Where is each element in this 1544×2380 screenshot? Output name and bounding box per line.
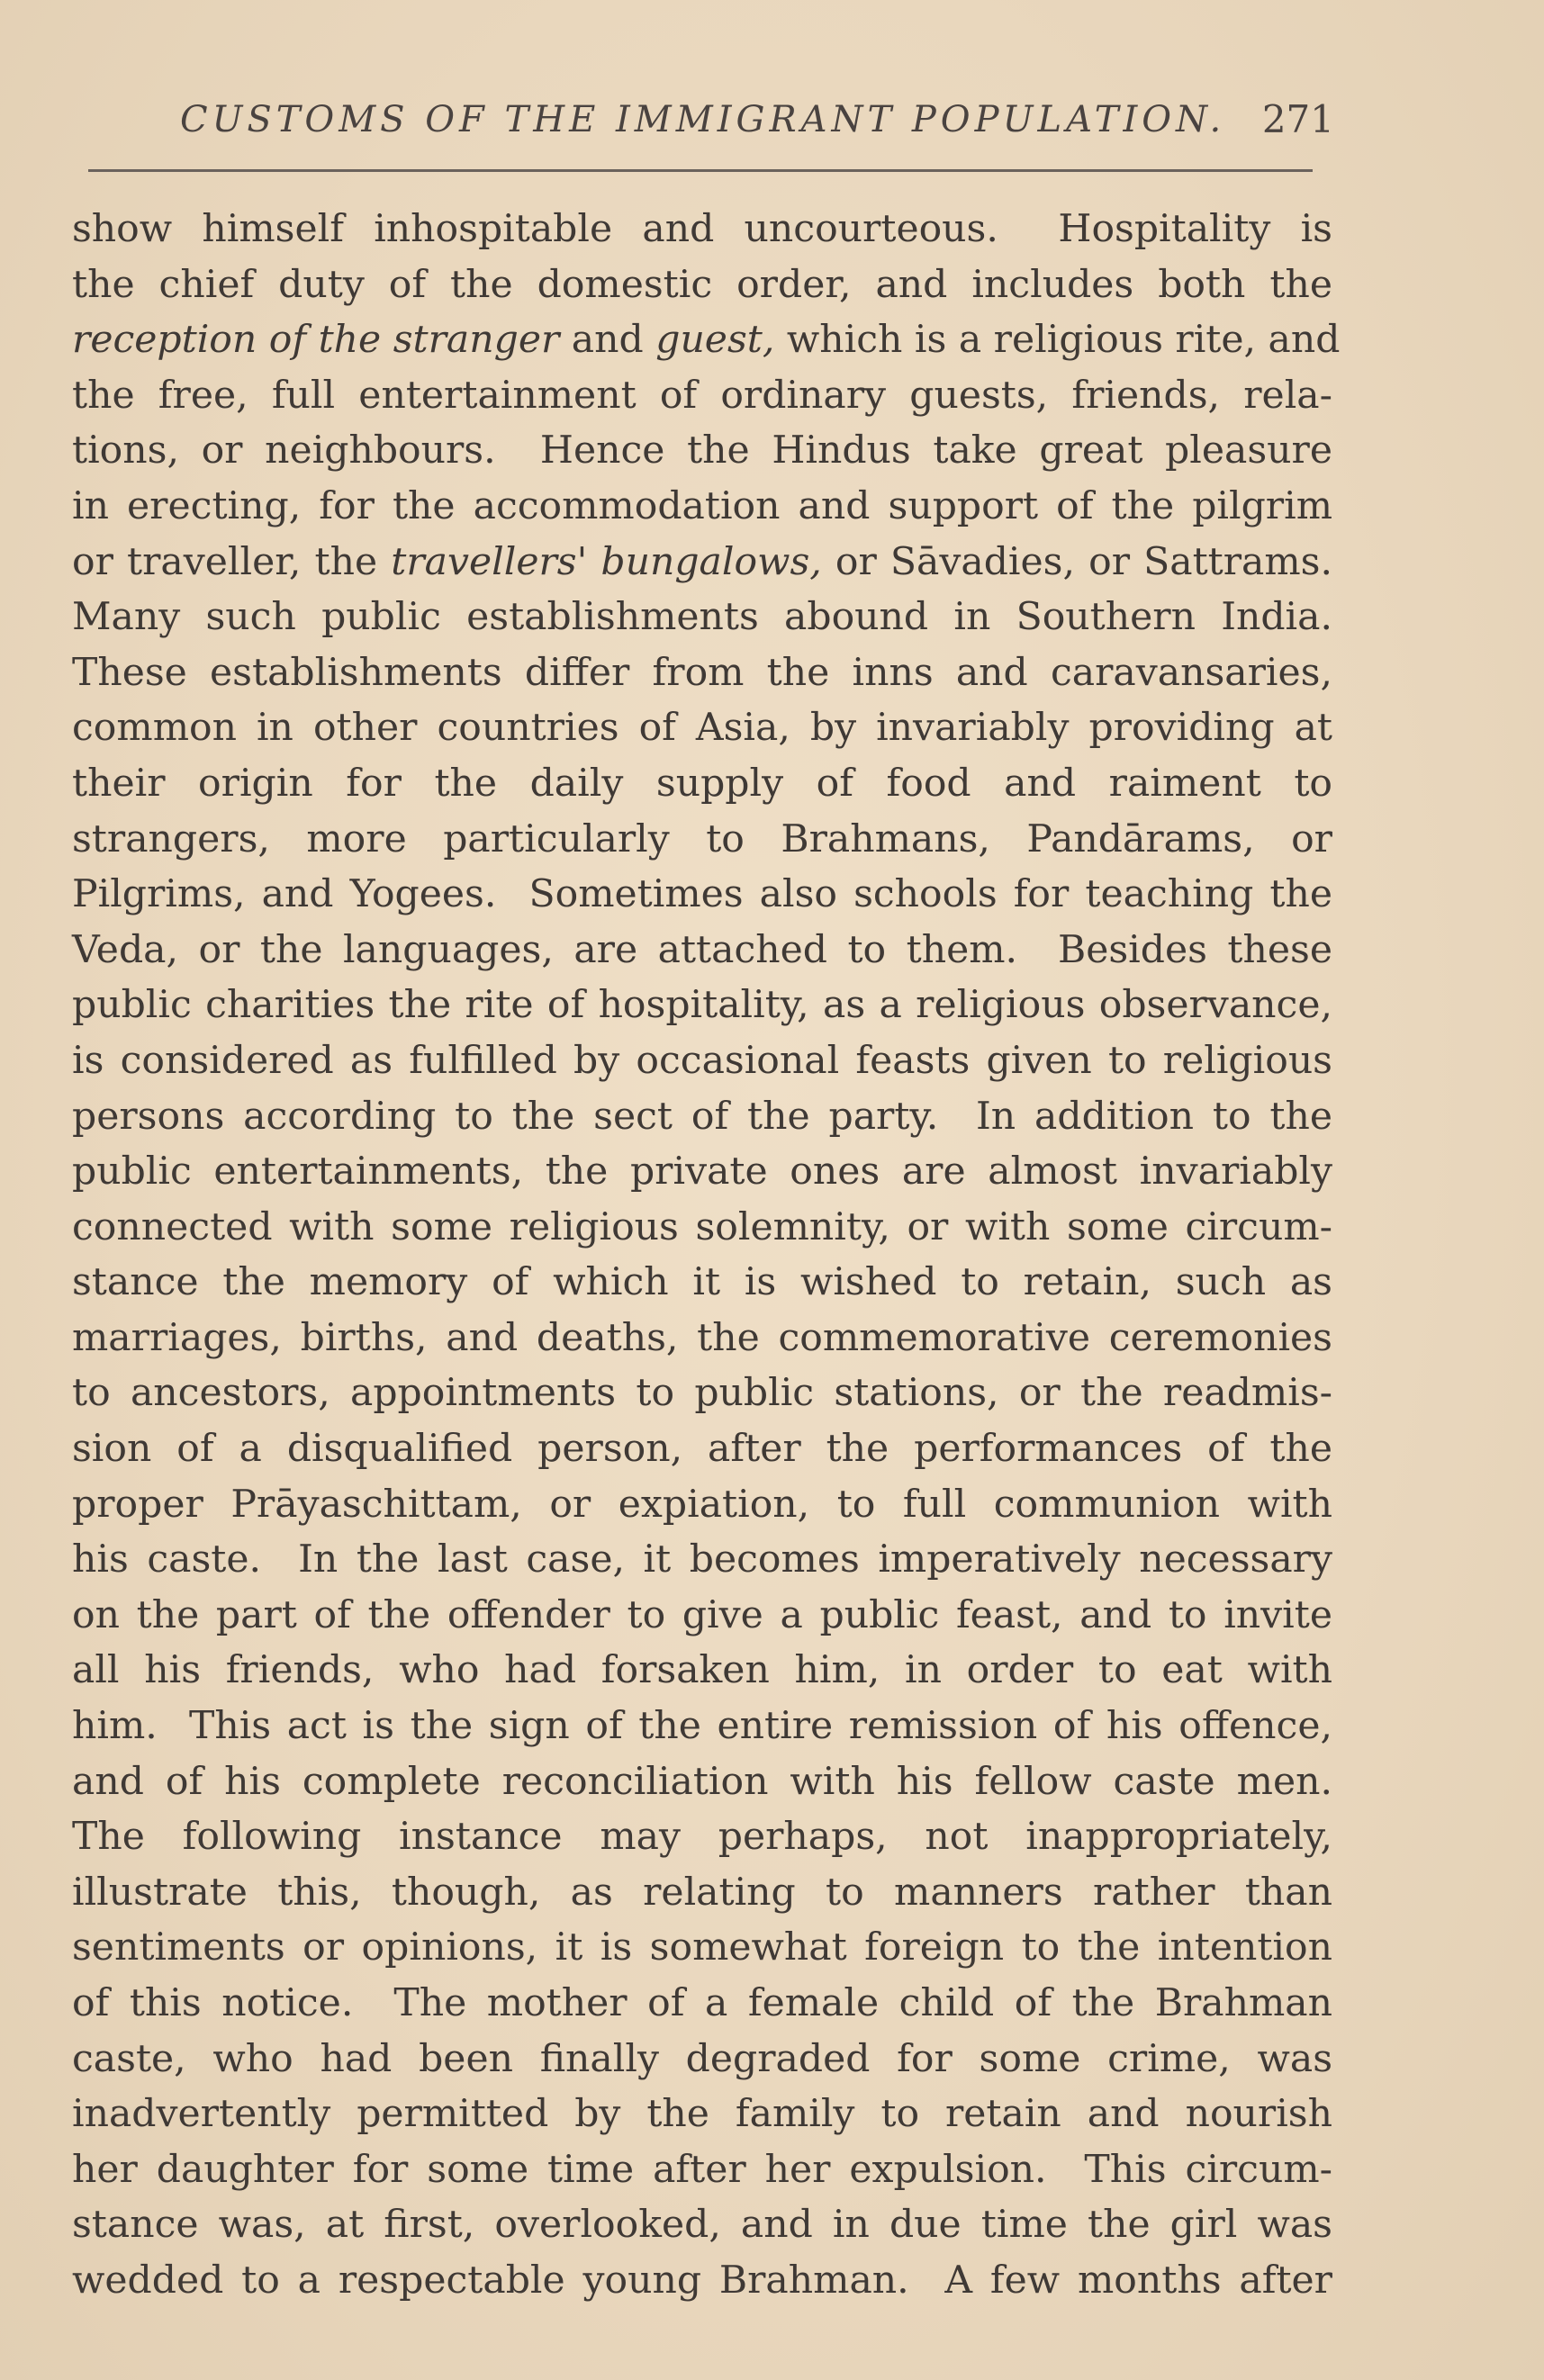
text-line [72,312,1341,368]
text-segment: inadvertently permitted by the family to retain and nourish [72,2092,1332,2137]
body-text [72,202,1341,2309]
text-segment: These establishments differ from the inns and caravansaries, [72,650,1332,695]
text-line [72,1699,1332,1754]
text-segment: sion of a disqualified person, after the performances of the [72,1427,1332,1472]
text-line [72,1366,1332,1421]
italic-text-segment: travellers' bungalows, [391,539,822,584]
text-segment: all his friends, who had forsaken him, in order to eat with [72,1648,1332,1693]
text-segment: on the part of the offender to give a public feast, and to invite [72,1592,1332,1637]
text-segment: sentiments or opinions, it is somewhat foreign to the intention [72,1925,1332,1970]
text-segment: and of his complete reconciliation with his fellow caste men. [72,1759,1332,1804]
text-segment: her daughter for some time after her expulsion. This circum- [72,2147,1332,2192]
text-line [72,1089,1332,1145]
text-segment: or Sāvadies, or Sattrams. [821,539,1333,584]
text-segment: strangers, more particularly to Brahmans, Pandārams, or [72,816,1332,861]
text-line [72,479,1332,535]
text-line [72,867,1332,923]
italic-text-segment: guest, [655,318,775,363]
text-line [72,590,1332,645]
text-line [72,812,1332,868]
text-line [72,2253,1332,2309]
text-segment: tions, or neighbours. Hence the Hindus take great pleasure [72,428,1332,473]
text-line [72,700,1332,756]
text-line [72,923,1332,978]
text-line [72,1033,1332,1089]
text-segment: to ancestors, appointments to public stations, or the readmis- [72,1371,1332,1416]
text-segment: Many such public establishments abound in Southern India. [72,595,1332,640]
text-line [72,368,1332,424]
text-line [72,978,1332,1033]
text-line [72,1865,1332,1921]
text-segment: wedded to a respectable young Brahman. A few months after [72,2258,1332,2303]
running-title: CUSTOMS OF THE IMMIGRANT POPULATION. [180,99,1226,140]
text-segment: public entertainments, the private ones are almost invariably [72,1149,1332,1195]
text-segment: the chief duty of the domestic order, and includes both the [72,262,1332,307]
text-line [72,535,1332,590]
text-segment: his caste. In the last case, it becomes imperatively necessary [72,1537,1332,1582]
page-header [90,88,1334,151]
text-segment: connected with some religious solemnity, or with some circum- [72,1204,1332,1249]
text-segment: marriages, births, and deaths, the commemorative ceremonies [72,1315,1332,1360]
text-segment: of this notice. The mother of a female child of the Brahman [72,1981,1332,2025]
text-segment: stance the memory of which it is wished to retain, such as [72,1260,1332,1305]
text-line [72,1255,1332,1311]
text-segment: illustrate this, though, as relating to manners rather than [72,1870,1332,1915]
text-line [72,756,1332,812]
text-segment: and [559,318,656,363]
text-line [72,1643,1332,1699]
text-segment: Pilgrims, and Yogees. Sometimes also schools for teaching the [72,872,1332,917]
text-line [72,2142,1332,2198]
text-line [72,1144,1332,1200]
text-line [72,1311,1332,1366]
text-line [72,1809,1332,1865]
text-segment: proper Prāyaschittam, or expiation, to full communion with [72,1482,1332,1527]
italic-text-segment: reception of the stranger [72,318,560,363]
text-segment: The following instance may perhaps, not inappropriately, [72,1815,1332,1860]
text-line [72,1532,1332,1588]
text-line [72,1754,1332,1810]
text-segment: show himself inhospitable and uncourteous. Hospitality is [72,207,1332,251]
text-segment: which is a religious rite, and [774,318,1341,363]
text-segment: him. This act is the sign of the entire remission of his offence, [72,1704,1332,1749]
text-line [72,1920,1332,1976]
text-line [72,1477,1332,1533]
text-line [72,202,1332,257]
text-line [72,2197,1332,2253]
text-line [72,1421,1332,1477]
text-segment: stance was, at first, overlooked, and in due time the girl was [72,2203,1332,2248]
text-segment: Veda, or the languages, are attached to them. Besides these [72,927,1332,972]
text-line [72,1200,1332,1256]
text-segment: their origin for the daily supply of food and raiment to [72,761,1332,806]
text-line [72,423,1332,479]
text-line [72,1588,1332,1644]
text-line [72,2087,1332,2142]
text-segment: is considered as fulfilled by occasional feasts given to religious [72,1038,1332,1083]
text-segment: common in other countries of Asia, by invariably providing at [72,706,1332,751]
text-segment: the free, full entertainment of ordinary guests, friends, rela- [72,373,1332,418]
page-number: 271 [1261,97,1334,141]
text-segment: persons according to the sect of the party. In addition to the [72,1094,1332,1139]
text-segment: caste, who had been finally degraded for some crime, was [72,2036,1332,2081]
header-rule [88,169,1313,172]
text-segment: or traveller, the [72,539,392,584]
text-line [72,2032,1332,2087]
text-segment: in erecting, for the accommodation and support of the pilgrim [72,483,1332,528]
text-line [72,1976,1332,2032]
text-segment: public charities the rite of hospitality, as a religious observance, [72,983,1332,1028]
text-line [72,257,1332,313]
text-line [72,645,1332,701]
